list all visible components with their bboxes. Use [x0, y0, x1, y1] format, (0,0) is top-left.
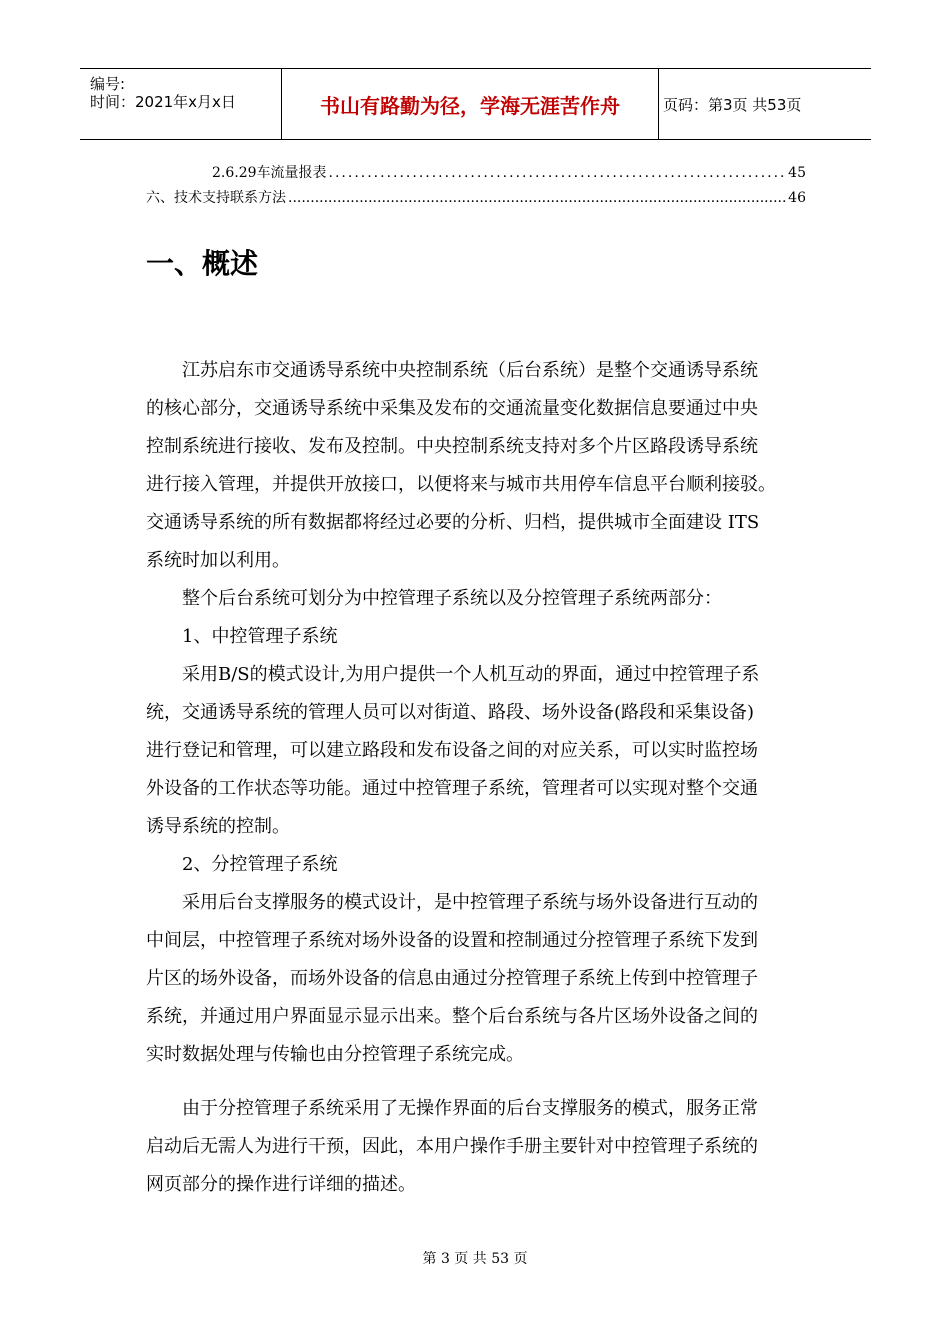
- motto: 书山有路勤为径，学海无涯苦作舟: [320, 94, 620, 118]
- toc-leader: [288, 190, 786, 206]
- text-line: 统，交通诱导系统的管理人员可以对街道、路段、场外设备(路段和采集设备): [146, 702, 755, 723]
- text-line: 实时数据处理与传输也由分控管理子系统完成。: [146, 1044, 524, 1065]
- text-line: 交通诱导系统的所有数据都将经过必要的分析、归档，提供城市全面建设 ITS: [146, 512, 760, 533]
- section-heading: 一、概述: [146, 247, 259, 280]
- page-footer: 第 3 页 共 53 页: [422, 1251, 528, 1267]
- toc-entry[interactable]: [146, 187, 806, 207]
- date-label: 时间：2021年x月x日: [90, 93, 236, 111]
- paragraph: [146, 1090, 816, 1204]
- toc-entry[interactable]: [212, 162, 806, 182]
- subheading: 2、分控管理子系统: [182, 854, 338, 875]
- subheading: 1、中控管理子系统: [182, 626, 338, 647]
- text-line: 江苏启东市交通诱导系统中央控制系统（后台系统）是整个交通诱导系统: [182, 360, 758, 381]
- code-label: 编号:: [90, 75, 126, 93]
- text-line: 采用后台支撑服务的模式设计，是中控管理子系统与场外设备进行互动的: [182, 892, 758, 913]
- text-line: 采用B/S的模式设计,为用户提供一个人机互动的界面，通过中控管理子系: [182, 664, 760, 685]
- toc-entry-page: 46: [788, 190, 806, 206]
- text-line: 进行接入管理，并提供开放接口，以便将来与城市共用停车信息平台顺利接驳。: [146, 474, 776, 495]
- header-motto-cell: [282, 69, 659, 139]
- text-line: 网页部分的操作进行详细的描述。: [146, 1174, 416, 1195]
- text-line: 诱导系统的控制。: [146, 816, 290, 837]
- paragraph: [146, 352, 816, 1074]
- text-line: 中间层，中控管理子系统对场外设备的设置和控制通过分控管理子系统下发到: [146, 930, 758, 951]
- toc-leader: [329, 165, 787, 181]
- toc-entry-page: 45: [788, 165, 806, 181]
- document-header: [80, 68, 871, 140]
- text-line: 片区的场外设备，而场外设备的信息由通过分控管理子系统上传到中控管理子: [146, 968, 758, 989]
- text-line: 启动后无需人为进行干预，因此，本用户操作手册主要针对中控管理子系统的: [146, 1136, 758, 1157]
- text-line: 整个后台系统可划分为中控管理子系统以及分控管理子系统两部分：: [182, 588, 722, 609]
- header-meta: [80, 69, 282, 139]
- header-page-info: 页码：第3页 共53页: [663, 96, 802, 114]
- text-line: 的核心部分，交通诱导系统中采集及发布的交通流量变化数据信息要通过中央: [146, 398, 758, 419]
- toc-entry-title: 六、技术支持联系方法: [146, 190, 286, 206]
- text-line: 由于分控管理子系统采用了无操作界面的后台支撑服务的模式，服务正常: [182, 1098, 758, 1119]
- text-line: 控制系统进行接收、发布及控制。中央控制系统支持对多个片区路段诱导系统: [146, 436, 758, 457]
- text-line: 进行登记和管理，可以建立路段和发布设备之间的对应关系，可以实时监控场: [146, 740, 758, 761]
- toc-entry-title: 2.6.29车流量报表: [212, 165, 327, 181]
- text-line: 外设备的工作状态等功能。通过中控管理子系统，管理者可以实现对整个交通: [146, 778, 758, 799]
- text-line: 系统时加以利用。: [146, 550, 290, 571]
- text-line: 系统，并通过用户界面显示显示出来。整个后台系统与各片区场外设备之间的: [146, 1006, 758, 1027]
